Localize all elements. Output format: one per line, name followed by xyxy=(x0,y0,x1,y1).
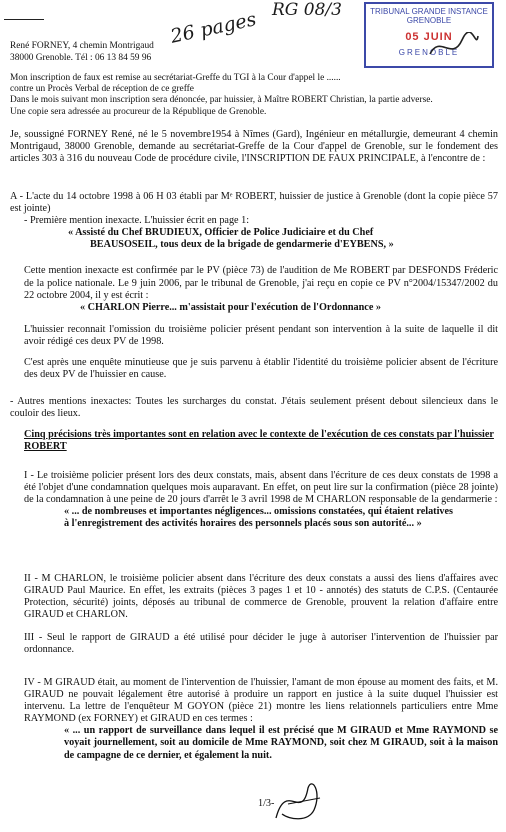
intro-paragraph: Je, soussigné FORNEY René, né le 5 novembre1954 à Nîmes (Gard), Ingénieur en métallurgie, demeurant 4 chemin Montrigaud, 38000 Grenoble, demande au secrétariat-Greffe de la Cour d'appel de Grenoble, sur le fondement des articles 303 à 316 du nouveau Code de procédure civile, l'INSCRIPTION DE FAUX PRINCIPALE, à l'encontre de : xyxy=(10,129,498,165)
quote-brudieux-line-2: BEAUSOSEIL, tous deux de la brigade de gendarmerie d'EYBENS, » xyxy=(90,239,394,251)
section-a-intro: A - L'acte du 14 octobre 1998 à 06 H 03 établi par Mᵉ ROBERT, huissier de justice à Grenoble (dont la copie pièce 57 est jointe) xyxy=(10,191,498,215)
section-a xyxy=(10,191,498,420)
confirmation-paragraph: Cette mention inexacte est confirmée par le PV (pièce 73) de l'audition de Me ROBERT par DESFONDS Fréderic de la police nationale. Le 9 juin 2006, par le tribunal de Grenoble, j'ai reçu en copie ce PV n°2004/15347/2002 du 22 octobre 2004, il y est écrit : xyxy=(24,265,498,301)
stamp-signature-scribble xyxy=(428,32,480,62)
stamp-city-top: GRENOBLE xyxy=(406,16,452,25)
point-i-quote: « ... de nombreuses et importantes négligences... omissions constatées, qui étaient relatives à l'enregistrement des activités horaires des personnels placés sous son autorité... » xyxy=(64,506,453,530)
note-line-1: Mon inscription de faux est remise au secrétariat-Greffe du TGI à la Cour d'appel le ...... xyxy=(10,73,341,83)
note-line-4: Une copie sera adressée au procureur de la République de Grenoble. xyxy=(10,106,267,117)
signature xyxy=(268,774,328,828)
section-heading xyxy=(24,429,498,453)
top-rule xyxy=(4,19,44,20)
stamp-court-name: TRIBUNAL GRANDE INSTANCE xyxy=(370,7,488,16)
quote-brudieux-line-1: « Assisté du Chef BRUDIEUX, Officier de Police Judiciaire et du Chef xyxy=(68,227,374,239)
page-number: 1/3- xyxy=(258,798,275,809)
first-inexact-mention: - Première mention inexacte. L'huissier écrit en page 1: xyxy=(24,215,250,227)
section-heading-text: Cinq précisions très importantes sont en relation avec le contexte de l'exécution de ces constats par l'huissier ROBERT xyxy=(24,429,494,453)
quote-brudieux xyxy=(10,227,498,251)
note-line-3: Dans le mois suivant mon inscription sera dénoncée, par huissier, à Maître ROBERT Christian, la partie adverse. xyxy=(10,95,433,106)
point-iii: III - Seul le rapport de GIRAUD a été utilisé pour décider le juge à autoriser l'intervention de l'huissier par ordonnance. xyxy=(24,632,498,656)
handwritten-reference: RG 08/3 xyxy=(272,0,342,20)
sender-line-2: 38000 Grenoble. Tél : 06 13 84 59 96 xyxy=(10,53,152,63)
point-i xyxy=(24,470,498,530)
stamp-city-bottom: GRENOBLE xyxy=(398,48,460,57)
stamp-date: 05 JUIN xyxy=(405,31,453,43)
sender-line-1: René FORNEY, 4 chemin Montrigaud xyxy=(10,41,154,51)
point-iv-text: IV - M GIRAUD était, au moment de l'intervention de l'huissier, l'amant de mon épouse au moment des faits, et M. GIRAUD ne pouvait légalement être autorisé à produire un rapport en justice à la suite duquel l'huissier est intervenu. La lettre de l'enquêteur M GOYON (pièce 21) montre les liens relationnels particuliers entre Mme RAYMOND (ex FORNEY) et GIRAUD en ces termes : xyxy=(24,677,498,725)
header-notes xyxy=(10,73,498,118)
sender-address xyxy=(10,40,180,64)
note-line-2: contre un Procès Verbal de réception de ce greffe xyxy=(10,84,194,95)
investigation-paragraph: C'est après une enquête minutieuse que je suis parvenu à établir l'identité du troisième policier absent de l'écriture des deux PV de l'huissier en cause. xyxy=(24,357,498,381)
handwritten-page-count: 26 pages xyxy=(168,8,259,48)
court-stamp xyxy=(364,2,494,68)
point-iv xyxy=(24,677,498,762)
point-iv-quote: « ... un rapport de surveillance dans lequel il est précisé que M GIRAUD et Mme RAYMOND se voyait journellement, soit au domicile de Mme RAYMOND, soit chez M GIRAUD, soit à la maison de campagne de ce dernier, et également la nuit. xyxy=(64,725,498,761)
point-ii: II - M CHARLON, le troisième policier absent dans l'écriture des deux constats a aussi des liens d'affaires avec GIRAUD Paul Maurice. En effet, les extraits (pièces 3 pages 1 et 10 - annotés) des statuts de C.P.S. (Centaurée Protection, sécurité) joints, déposés au tribunal de commerce de Grenoble, prouvent la relation d'affaire entre GIRAUD et CHARLON. xyxy=(24,573,498,621)
omission-paragraph: L'huissier reconnait l'omission du troisième policier présent pendant son intervention à la suite de laquelle il dit avoir rédigé ces deux PV de 1998. xyxy=(24,323,498,347)
quote-charlon: « CHARLON Pierre... m'assistait pour l'exécution de l'Ordonnance » xyxy=(80,301,381,313)
point-i-text: I - Le troisième policier présent lors des deux constats, mais, absent dans l'écriture de ces deux constats de 1998 a été l'objet d'une condamnation quelques mois auparavant. En effet, on peut lire sur la confirmation (pièce 28 jointe) de la condamnation à une peine de 20 jours d'arrêt le 3 avril 1998 de M CHARLON responsable de la gendarmerie : xyxy=(24,470,498,506)
other-inexact-mentions: - Autres mentions inexactes: Toutes les surcharges du constat. J'étais seulement présent debout silencieux dans le couloir des lieux. xyxy=(10,396,498,420)
